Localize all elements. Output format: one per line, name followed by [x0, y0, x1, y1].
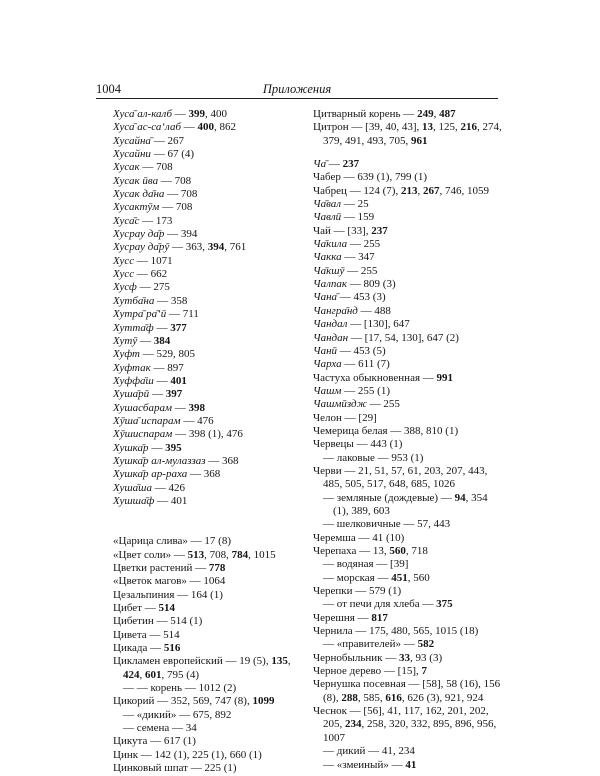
italic-term: Хушка̄р ар-раха — [113, 468, 188, 481]
italic-term: Хутра̄ ра̄‘ӣ — [113, 308, 167, 321]
entry-text: Цивета — 514 — [113, 628, 180, 641]
italic-term: Хушасбарам — [113, 401, 172, 414]
bold-page-ref: 817 — [371, 611, 388, 624]
index-entry — [113, 762, 303, 775]
entry-text: — лаковые — 953 (1) — [323, 451, 424, 464]
bold-page-ref: 375 — [436, 598, 453, 611]
index-entry — [313, 332, 503, 345]
entry-text: — 809 (3) — [347, 278, 396, 291]
entry-text: — 358 — [154, 294, 188, 307]
entry-text: — 159 — [341, 211, 375, 224]
bold-page-ref: 516 — [163, 642, 181, 655]
bold-page-ref: 249 — [417, 108, 434, 120]
entry-text: — — [137, 334, 154, 347]
index-entry — [113, 121, 303, 134]
italic-term: Хутба̄на — [113, 294, 155, 307]
index-subentry — [313, 638, 503, 651]
entry-text: Чеснок — [56], 41, 117, 162, 201, 202, 205, — [313, 705, 489, 731]
entry-text: Черепки — 579 (1) — [313, 585, 402, 598]
entry-text: «Цветок магов» — 1064 — [113, 575, 226, 588]
entry-text: — «правителей» — — [323, 638, 418, 651]
entry-text: Черемша — 41 (10) — [313, 531, 405, 544]
entry-text: , 718 — [405, 545, 428, 557]
index-entry — [313, 108, 503, 121]
italic-term: Хуса̄ ас-са‘лаб — [113, 121, 181, 134]
italic-term: Чана̄ — [313, 291, 338, 304]
index-entry — [113, 642, 303, 655]
entry-text: , — [287, 655, 291, 668]
index-entry — [313, 211, 503, 224]
entry-text: Черешня — — [313, 611, 372, 624]
index-entry — [113, 749, 303, 762]
entry-text: — земляные (дождевые) — — [323, 491, 455, 504]
index-entry — [313, 121, 503, 148]
italic-term: Хушша̄ф — [113, 494, 155, 507]
bold-page-ref: 961 — [411, 134, 428, 147]
italic-term: Хӯша̄ испарам — [113, 414, 181, 427]
entry-text: — 708 — [158, 174, 192, 187]
index-entry — [113, 281, 303, 294]
italic-term: Хусак — [113, 161, 140, 174]
entry-text: — 401 — [154, 494, 188, 507]
index-entry — [313, 652, 503, 665]
index-entry — [313, 225, 503, 238]
bold-page-ref: 397 — [165, 388, 183, 401]
entry-text: , 795 (4) — [161, 668, 200, 681]
index-entry — [313, 625, 503, 638]
entry-text: , 400 — [205, 108, 228, 120]
entry-text: Цибет — — [113, 602, 159, 615]
entry-text: — 708 — [139, 161, 173, 174]
italic-term: Хушка̄р ал-мулаззаз — [113, 454, 206, 467]
bold-page-ref: 213 — [400, 184, 418, 197]
index-entry — [313, 372, 503, 385]
index-entry — [113, 335, 303, 348]
index-entry — [313, 612, 503, 625]
italic-term: Ча̄вал — [313, 198, 342, 211]
bold-page-ref: 288 — [341, 691, 358, 704]
entry-text: Чернобыльник — — [313, 651, 400, 664]
entry-text: «Царица слива» — 17 (8) — [113, 535, 231, 548]
bold-page-ref: 424 — [123, 668, 140, 681]
italic-term: Хуша̄рӣ — [113, 388, 150, 401]
entry-text: — дикий — 41, 234 — [323, 745, 415, 758]
index-entry — [113, 295, 303, 308]
entry-text: — — [172, 108, 189, 120]
index-entry — [113, 735, 303, 748]
italic-term: Чашм — [313, 384, 342, 397]
italic-term: Хусактӯм — [113, 201, 160, 214]
index-entry — [313, 251, 503, 264]
entry-text: , 585, — [357, 691, 386, 704]
index-entry — [313, 278, 503, 291]
italic-term: Чандан — [313, 331, 349, 344]
entry-text: — 476 — [180, 414, 214, 427]
index-entry — [113, 589, 303, 602]
entry-text: — 368 — [205, 454, 239, 467]
italic-term: Хуса̄с — [113, 214, 140, 227]
italic-term: Хутта̄ф — [113, 321, 154, 334]
entry-text: — [130], 647 — [347, 318, 410, 331]
italic-term: Чангра̄нд — [313, 304, 358, 317]
index-entry — [313, 438, 503, 451]
index-entry — [313, 585, 503, 598]
header-rule — [96, 98, 498, 99]
bold-page-ref: 401 — [170, 374, 187, 387]
entry-text: — 1071 — [134, 254, 173, 267]
italic-term: Хусрау да̄рӯ — [113, 241, 170, 254]
index-entry — [113, 428, 303, 441]
index-subentry — [313, 558, 503, 571]
entry-text: — 426 — [152, 481, 185, 494]
bold-page-ref: 778 — [208, 562, 226, 574]
entry-text: — 255 — [366, 398, 400, 411]
entry-text: , 560 — [407, 571, 430, 584]
entry-text: — 267 — [150, 134, 184, 147]
entry-text: — морская — — [323, 571, 392, 584]
index-column-left — [113, 108, 303, 776]
index-entry — [313, 465, 503, 492]
entry-text: — 25 — [341, 198, 369, 211]
italic-term: Хусрау да̄р — [113, 228, 165, 241]
entry-text: — семена — 34 — [123, 722, 197, 735]
index-entry — [313, 238, 503, 251]
index-entry — [113, 228, 303, 241]
index-entry — [113, 442, 303, 455]
entry-text: — 173 — [139, 214, 173, 227]
entry-text: , 258, 320, 332, 895, 896, 956, 1007 — [323, 718, 497, 744]
bold-page-ref: 560 — [389, 545, 406, 557]
entry-text: , 746, 1059 — [439, 184, 489, 197]
bold-page-ref: 94 — [454, 491, 466, 504]
entry-text: Цитварный корень — — [313, 108, 418, 120]
entry-text: Черви — 21, 51, 57, 61, 203, 207, 443, 485, 505, 517, 648, 685, 1026 — [313, 464, 488, 491]
index-entry — [113, 148, 303, 161]
italic-term: Хӯшиспарам — [113, 428, 173, 441]
entry-text: Цветки растений — — [113, 562, 209, 574]
entry-text: — 255 — [347, 238, 381, 251]
index-subentry — [113, 709, 303, 722]
section-gap — [313, 148, 503, 158]
italic-term: Чавлӣ — [313, 211, 342, 224]
entry-text: «Цвет соли» — — [113, 548, 188, 561]
entry-text: , — [433, 108, 440, 120]
index-subentry — [323, 492, 503, 519]
bold-page-ref: 7 — [421, 665, 427, 678]
index-subentry — [313, 745, 503, 758]
entry-text: — 347 — [341, 251, 375, 264]
entry-text: , — [417, 184, 423, 197]
entry-text: — «дикий» — 675, 892 — [123, 708, 232, 721]
index-entry — [113, 308, 303, 321]
italic-term: Чарха — [313, 358, 342, 371]
index-entry — [113, 482, 303, 495]
index-entry — [113, 629, 303, 642]
entry-text: Чернушка посевная — [58], 58 (16), 156 (8), — [313, 678, 501, 704]
entry-text: — 255 — [344, 264, 378, 277]
entry-text: — 255 (1) — [341, 384, 390, 397]
entry-text: Цикада — — [113, 642, 164, 655]
italic-term: Хусайни — [113, 148, 151, 161]
italic-term: Чанӣ — [313, 344, 338, 357]
bold-page-ref: 13 — [422, 121, 433, 134]
entry-text: — — [181, 121, 198, 134]
italic-term: Хушка̄р — [113, 441, 149, 454]
entry-text: , 93 (3) — [410, 651, 443, 664]
index-entry — [113, 388, 303, 401]
entry-text: Цинковый шпат — 225 (1) — [113, 762, 237, 775]
index-entry — [313, 425, 503, 438]
bold-page-ref: 399 — [188, 108, 206, 120]
bold-page-ref: 991 — [436, 371, 454, 384]
index-entry — [113, 549, 303, 562]
entry-text: — — [148, 441, 166, 454]
index-subentry — [313, 759, 503, 772]
bold-page-ref: 451 — [391, 571, 408, 584]
running-title: Приложения — [262, 82, 332, 96]
entry-text: Чабрец — 124 (7), — [313, 184, 401, 197]
page-number: 1004 — [96, 82, 121, 96]
index-entry — [113, 495, 303, 508]
index-entry — [313, 412, 503, 425]
bold-page-ref: 513 — [187, 548, 205, 561]
bold-page-ref: 237 — [371, 224, 388, 237]
italic-term: Ча̄ — [313, 158, 327, 171]
entry-text: — — [149, 388, 166, 401]
index-entry — [313, 385, 503, 398]
index-entry — [313, 705, 503, 745]
bold-page-ref: 135 — [271, 655, 288, 668]
entry-text: — 488 — [357, 304, 391, 317]
index-entry — [113, 695, 303, 708]
index-entry — [113, 402, 303, 415]
italic-term: Хуффа̄ш — [113, 374, 154, 387]
index-entry — [113, 215, 303, 228]
entry-text: — 394 — [164, 228, 198, 241]
index-entry — [113, 135, 303, 148]
bold-page-ref: 582 — [417, 638, 435, 651]
entry-text: , 274, 379, 491, 493, 705, — [323, 121, 502, 147]
entry-text: — шелковичные — 57, 443 — [323, 518, 451, 531]
index-subentry — [313, 452, 503, 465]
entry-text: — 611 (7) — [341, 358, 390, 371]
bold-page-ref: 33 — [399, 651, 411, 664]
entry-text: , 1015 — [248, 548, 276, 561]
entry-text: Чабер — 639 (1), 799 (1) — [313, 171, 428, 184]
index-entry — [113, 535, 303, 548]
entry-text: — «змеиный» — — [323, 758, 406, 771]
index-entry — [113, 201, 303, 214]
index-entry — [113, 602, 303, 615]
index-entry — [113, 615, 303, 628]
italic-term: Ча̄кшӯ — [313, 264, 345, 277]
index-entry — [313, 398, 503, 411]
index-entry — [113, 161, 303, 174]
index-entry — [113, 175, 303, 188]
entry-text: — 453 (5) — [337, 344, 386, 357]
bold-page-ref: 400 — [197, 121, 214, 134]
italic-term: Хусс — [113, 268, 135, 281]
index-subentry — [313, 572, 503, 585]
index-entry — [313, 318, 503, 331]
entry-text: Цикута — 617 (1) — [113, 735, 196, 748]
index-entry — [113, 468, 303, 481]
bold-page-ref: 216 — [460, 121, 477, 134]
italic-term: Хусс — [113, 254, 135, 267]
index-entry — [313, 665, 503, 678]
section-gap — [113, 508, 303, 535]
italic-term: Хуса̄ ал-калб — [113, 108, 173, 120]
entry-text: Цибетин — 514 (1) — [113, 615, 203, 628]
entry-text: Цинк — 142 (1), 225 (1), 660 (1) — [113, 748, 262, 761]
bold-page-ref: 398 — [188, 401, 205, 414]
entry-text: — — [171, 401, 189, 414]
index-entry — [113, 108, 303, 121]
bold-page-ref: 395 — [165, 441, 182, 454]
entry-text: , 708, — [204, 548, 232, 561]
index-subentry — [113, 722, 303, 735]
entry-text: Цитрон — [39, 40, 43], — [313, 121, 422, 134]
index-entry — [113, 188, 303, 201]
index-column-right — [313, 108, 503, 772]
entry-text: Частуха обыкновенная — — [313, 371, 437, 384]
entry-text: — — [153, 321, 171, 334]
index-entry — [113, 268, 303, 281]
italic-term: Чандал — [313, 318, 348, 331]
entry-text: , 354 (1), 389, 603 — [333, 491, 488, 517]
index-entry — [313, 345, 503, 358]
entry-text: — водяная — [39] — [323, 558, 409, 571]
index-entry — [313, 532, 503, 545]
entry-text: — 363, — [169, 241, 208, 254]
bold-page-ref: 41 — [405, 758, 417, 771]
italic-term: Хусак ӣва — [113, 174, 159, 187]
entry-text: , 761 — [224, 241, 247, 254]
index-entry — [313, 185, 503, 198]
index-entry — [113, 322, 303, 335]
entry-text: Черное дерево — [15], — [313, 665, 422, 678]
italic-term: Хуфтак — [113, 361, 151, 374]
entry-text: Челон — [29] — [313, 411, 377, 424]
index-entry — [313, 158, 503, 171]
italic-term: Чакка — [313, 251, 342, 264]
bold-page-ref: 394 — [207, 241, 225, 254]
entry-text: — — [153, 374, 171, 387]
index-entry — [313, 358, 503, 371]
bold-page-ref: 784 — [231, 548, 249, 561]
entry-text: , — [139, 668, 145, 681]
index-entry — [113, 562, 303, 575]
index-entry — [313, 198, 503, 211]
bold-page-ref: 234 — [345, 718, 362, 731]
entry-text: — 708 — [164, 188, 198, 201]
index-entry — [113, 575, 303, 588]
entry-text: Цикламен европейский — 19 (5), — [113, 655, 272, 668]
italic-term: Чашмӣздж — [313, 398, 367, 411]
index-entry — [313, 545, 503, 558]
italic-term: Хутӯ — [113, 334, 138, 347]
entry-text: — 275 — [136, 281, 170, 294]
entry-text: — 529, 805 — [140, 348, 195, 361]
index-entry — [113, 255, 303, 268]
italic-term: Хуфт — [113, 348, 140, 361]
entry-text: — — корень — 1012 (2) — [123, 682, 237, 695]
entry-text: — 453 (3) — [337, 291, 386, 304]
entry-text: , 626 (3), 921, 924 — [401, 691, 484, 704]
entry-text: , 862 — [214, 121, 236, 134]
index-entry — [113, 241, 303, 254]
entry-text: — 398 (1), 476 — [172, 428, 243, 441]
index-entry — [113, 415, 303, 428]
index-entry — [113, 375, 303, 388]
entry-text: Чемерица белая — 388, 810 (1) — [313, 424, 459, 437]
bold-page-ref: 237 — [342, 158, 360, 171]
bold-page-ref: 616 — [385, 691, 402, 704]
entry-text: — 897 — [150, 361, 184, 374]
entry-text: — — [326, 158, 343, 171]
index-entry — [313, 265, 503, 278]
bold-page-ref: 487 — [439, 108, 456, 120]
entry-text: — от печи для хлеба — — [323, 598, 437, 611]
index-entry — [113, 362, 303, 375]
italic-term: Чалпак — [313, 278, 348, 291]
bold-page-ref: 601 — [145, 668, 162, 681]
index-entry — [313, 305, 503, 318]
entry-text: Черепаха — 13, — [313, 545, 390, 557]
bold-page-ref: 384 — [153, 334, 171, 347]
index-entry — [313, 171, 503, 184]
italic-term: Хуша̄ша — [113, 481, 152, 494]
entry-text: — 662 — [134, 268, 168, 281]
entry-text: Чернила — 175, 480, 565, 1015 (18) — [313, 625, 479, 638]
italic-term: Хусайна̄ — [113, 134, 151, 147]
entry-text: — 368 — [187, 468, 221, 481]
entry-text: Червецы — 443 (1) — [313, 438, 403, 451]
entry-text: — [17, 54, 130], 647 (2) — [348, 331, 459, 344]
index-entry — [313, 291, 503, 304]
entry-text: — 711 — [166, 308, 199, 321]
italic-term: Хусф — [113, 281, 137, 294]
entry-text: — 67 (4) — [150, 148, 195, 161]
bold-page-ref: 1099 — [252, 695, 275, 708]
entry-text: Чай — [33], — [313, 224, 372, 237]
entry-text: Цикорий — 352, 569, 747 (8), — [113, 695, 253, 708]
bold-page-ref: 377 — [170, 321, 187, 334]
bold-page-ref: 267 — [422, 184, 440, 197]
index-entry — [113, 455, 303, 468]
entry-text: — 708 — [159, 201, 193, 214]
entry-text: , 125, — [433, 121, 461, 134]
index-subentry — [313, 518, 503, 531]
index-entry — [113, 655, 303, 682]
italic-term: Ча̄кила — [313, 238, 348, 251]
italic-term: Хусак да̄на — [113, 188, 165, 201]
entry-text: Цезальпиния — 164 (1) — [113, 588, 223, 601]
bold-page-ref: 514 — [158, 602, 175, 615]
index-entry — [113, 348, 303, 361]
index-subentry — [113, 682, 303, 695]
index-subentry — [313, 598, 503, 611]
index-entry — [313, 678, 503, 705]
